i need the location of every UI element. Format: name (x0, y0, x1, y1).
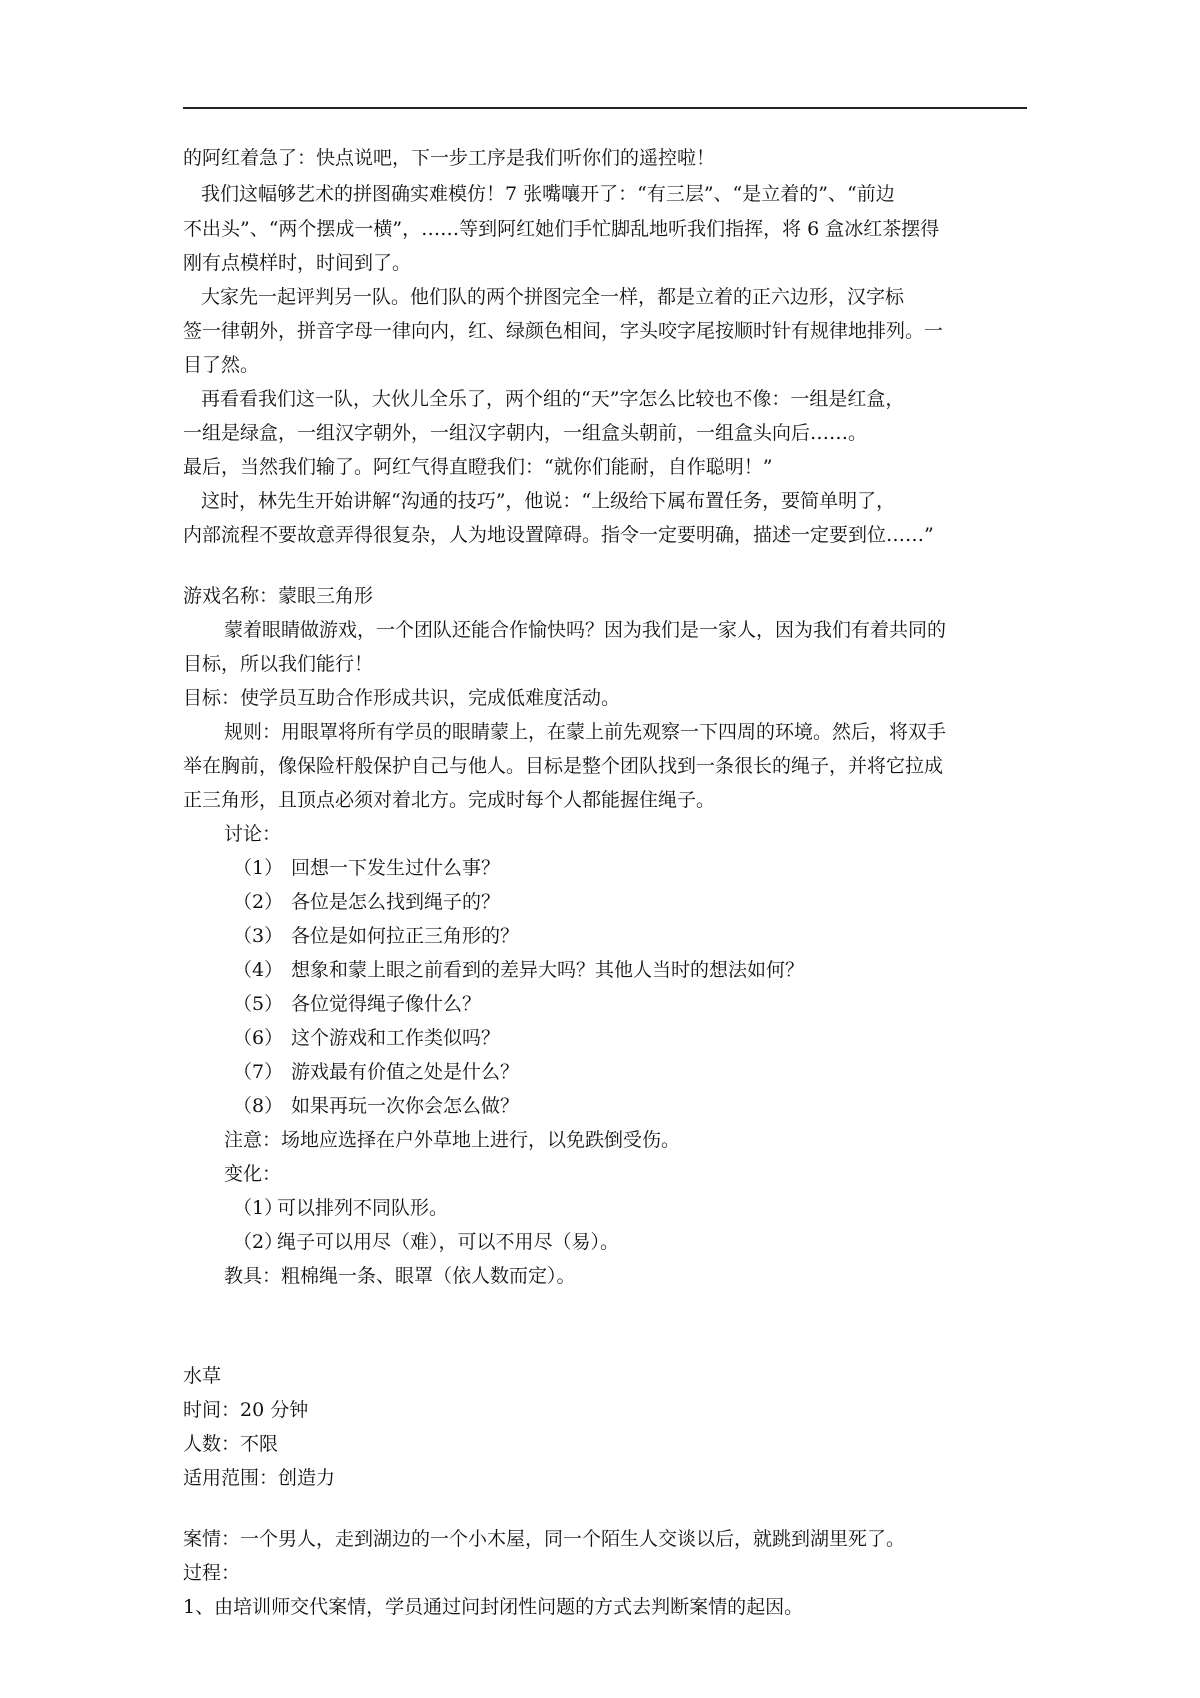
question-item (233, 992, 481, 1016)
question-item (233, 890, 500, 914)
story-line: 最后，当然我们输了。阿红气得直瞪我们：“就你们能耐，自作聪明！” (183, 456, 773, 478)
question-text: 这个游戏和工作类似吗？ (291, 1027, 501, 1049)
story-line: 内部流程不要故意弄得很复杂，人为地设置障碍。指令一定要明确，描述一定要到位……” (183, 524, 934, 546)
story-line: 一组是绿盒，一组汉字朝外，一组汉字朝内，一组盒头朝前，一组盒头向后……。 (183, 422, 868, 444)
question-number: （5） (233, 993, 284, 1015)
game-intro: 蒙着眼睛做游戏，一个团队还能合作愉快吗？因为我们是一家人，因为我们有着共同的 (224, 619, 947, 641)
story-line: 签一律朝外，拼音字母一律向内，红、绿颜色相间，字头咬字尾按顺时针有规律地排列。一 (183, 320, 944, 342)
question-number: （1） (233, 857, 284, 879)
question-text: 各位是如何拉正三角形的？ (291, 925, 520, 947)
game-scope: 适用范围：创造力 (183, 1467, 336, 1489)
discussion-label: 讨论： (224, 823, 282, 845)
question-item (233, 1094, 519, 1118)
game-rule: 举在胸前，像保险杆般保护自己与他人。目标是整个团队找到一条很长的绳子，并将它拉成 (183, 755, 944, 777)
game-time: 时间：20 分钟 (183, 1399, 309, 1421)
game-title: 游戏名称：蒙眼三角形 (183, 585, 374, 607)
variation-label: 变化： (224, 1163, 282, 1185)
variation-number: （2） (233, 1231, 284, 1253)
variation-text: 可以排列不同队形。 (277, 1197, 449, 1219)
story-line: 刚有点模样时，时间到了。 (183, 252, 412, 274)
question-text: 各位是怎么找到绳子的？ (291, 891, 501, 913)
game-goal: 目标：使学员互助合作形成共识，完成低难度活动。 (183, 687, 621, 709)
variation-item (233, 1230, 619, 1254)
question-item (233, 924, 519, 948)
game-people: 人数：不限 (183, 1433, 279, 1455)
story-line: 目了然。 (183, 354, 260, 376)
question-number: （7） (233, 1061, 284, 1083)
question-item (233, 1026, 500, 1050)
question-text: 回想一下发生过什么事？ (291, 857, 501, 879)
game-title: 水草 (183, 1365, 222, 1387)
process-step: 1、由培训师交代案情，学员通过问封闭性问题的方式去判断案情的起因。 (183, 1596, 804, 1618)
game-rule: 正三角形，且顶点必须对着北方。完成时每个人都能握住绳子。 (183, 789, 716, 811)
process-label: 过程： (183, 1562, 241, 1584)
question-number: （4） (233, 959, 284, 981)
game-props: 教具：粗棉绳一条、眼罩（依人数而定）。 (224, 1265, 576, 1287)
game-note: 注意：场地应选择在户外草地上进行，以免跌倒受伤。 (224, 1129, 681, 1151)
story-line: 这时，林先生开始讲解“沟通的技巧”，他说：“上级给下属布置任务，要简单明了， (201, 490, 896, 512)
game-rule: 规则：用眼罩将所有学员的眼睛蒙上，在蒙上前先观察一下四周的环境。然后，将双手 (224, 721, 947, 743)
story-line: 大家先一起评判另一队。他们队的两个拼图完全一样，都是立着的正六边形，汉字标 (201, 286, 905, 308)
header-rule (183, 107, 1027, 109)
question-text: 各位觉得绳子像什么？ (291, 993, 482, 1015)
story-line: 不出头”、“两个摆成一横”，……等到阿红她们手忙脚乱地听我们指挥，将 6 盒冰红茶摆得 (183, 218, 940, 240)
question-item (233, 958, 804, 982)
question-number: （8） (233, 1095, 284, 1117)
game-case: 案情：一个男人，走到湖边的一个小木屋，同一个陌生人交谈以后，就跳到湖里死了。 (183, 1528, 906, 1550)
question-text: 如果再玩一次你会怎么做？ (291, 1095, 520, 1117)
question-text: 游戏最有价值之处是什么？ (291, 1061, 520, 1083)
story-line: 的阿红着急了：快点说吧，下一步工序是我们听你们的遥控啦！ (183, 147, 716, 169)
game-intro: 目标，所以我们能行！ (183, 653, 374, 675)
variation-text: 绳子可以用尽（难），可以不用尽（易）。 (277, 1231, 620, 1253)
variation-number: （1） (233, 1197, 284, 1219)
story-line: 再看看我们这一队，大伙儿全乐了，两个组的“天”字怎么比较也不像：一组是红盒， (201, 388, 905, 410)
question-item (233, 1060, 519, 1084)
question-text: 想象和蒙上眼之前看到的差异大吗？其他人当时的想法如何？ (291, 959, 805, 981)
question-item (233, 856, 500, 880)
question-number: （6） (233, 1027, 284, 1049)
question-number: （3） (233, 925, 284, 947)
variation-item (233, 1196, 448, 1220)
question-number: （2） (233, 891, 284, 913)
story-line: 我们这幅够艺术的拼图确实难模仿！7 张嘴嚷开了：“有三层”、“是立着的”、“前边 (201, 183, 895, 205)
